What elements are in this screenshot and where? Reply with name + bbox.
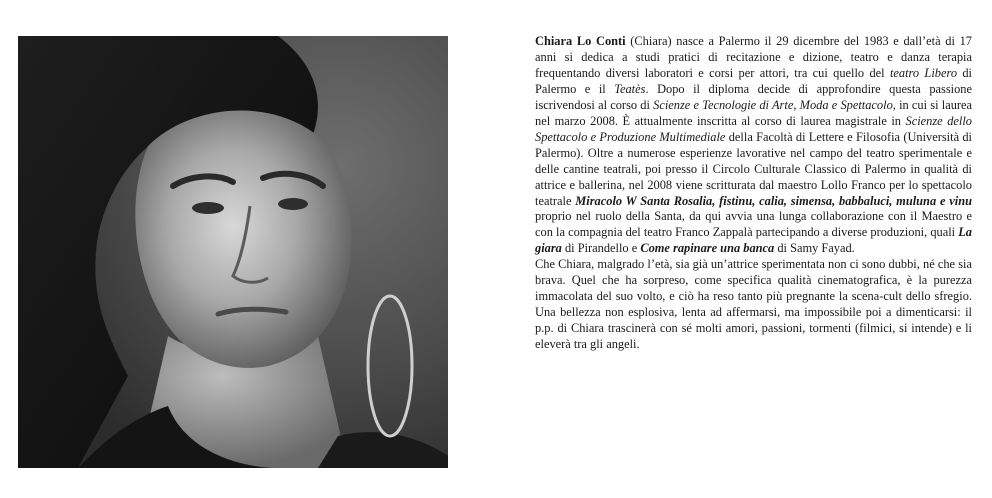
bio-text-segment: . Dopo il diploma decide di approfondire questa passione iscrivendosi al corso di (535, 81, 972, 112)
bio-text-segment: della Facoltà di Lettere e Filosofia (Università di Palermo). Oltre a numerose esperienze lavorative nel campo del teatro sperimentale e delle cantine teatrali, poi presso il Circolo Culturale Classico di Palermo in qualità di attrice e ballerina, nel 2008 viene scritturata dal maestro Lollo Franco per lo spettacolo teatrale (535, 129, 972, 208)
bio-text-segment: di Samy Fayad. (774, 241, 855, 256)
play-title: Come rapinare una banca (640, 241, 775, 256)
theatre-name: teatro Libero (889, 65, 958, 80)
biography-paragraph-1 (535, 34, 972, 257)
biography-paragraph-2: Che Chiara, malgrado l’età, sia già un’attrice sperimentata non ci sono dubbi, né che sia brava. Quel che ha sorpreso, come specifica qualità cinematografica, è la purezza immacolata del suo volto, e ciò ha reso tanto più pregnante la scena-cult dello sfregio. Una bellezza non esplosiva, lenta ad affermarsi, ma impossibile poi a dimenticarsi: il p.p. di Chiara trascinerà con sé molti amori, passioni, tormenti (filmici, si intende) e li eleverà tra gli angeli. (535, 257, 972, 352)
play-title: La giara (535, 225, 972, 256)
theatre-name: Teatès (614, 81, 646, 96)
bio-text-segment: , in cui si laurea nel marzo 2008. È attualmente inscritta al corso di laurea magistrale in (535, 97, 973, 128)
bio-text-segment: (Chiara) nasce a Palermo il 29 dicembre del 1983 e dall’età di 17 anni si dedica a studi pratici di recitazione e dizione, teatro e danza terapia frequentando diversi laboratori e corsi per attori, tra cui quello del (535, 34, 973, 80)
biography-text (535, 34, 972, 353)
play-title: Miracolo W Santa Rosalia, fistinu, calia, simensa, babbaluci, muluna e vinu (575, 193, 972, 208)
degree-course-name: Scienze dello Spettacolo e Produzione Multimediale (535, 113, 972, 144)
bio-text-segment: di Palermo e il (535, 65, 972, 96)
degree-course-name: Scienze e Tecnologie di Arte, Moda e Spettacolo (653, 97, 893, 112)
bio-text-segment: proprio nel ruolo della Santa, da qui avvia una lunga collaborazione con il Maestro e con la compagnia del teatro Franco Zappalà partecipando a diverse produzioni, quali (535, 209, 972, 240)
actress-name: Chiara Lo Conti (535, 34, 626, 48)
bio-text-segment: di Pirandello e (561, 241, 641, 256)
portrait-photo (18, 36, 448, 468)
portrait-photo-icon (18, 36, 448, 468)
